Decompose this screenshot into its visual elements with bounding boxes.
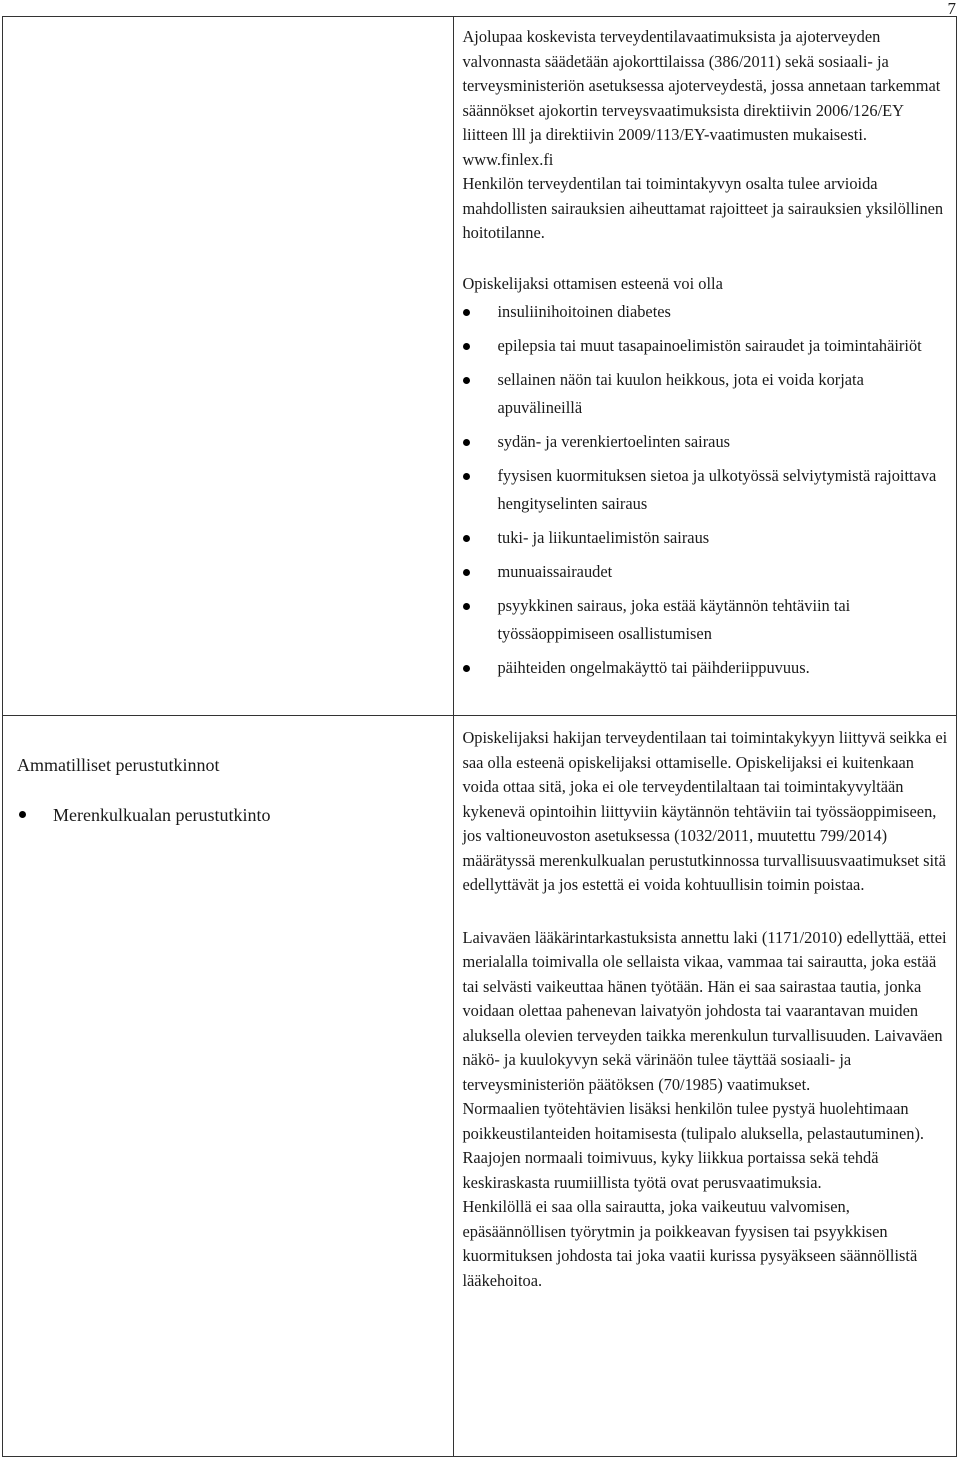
list-item: Merenkulkualan perustutkinto — [17, 804, 453, 826]
right-cell-general — [454, 17, 957, 716]
list-item: sellainen näön tai kuulon heikkous, jota ei voida korjata apuvälineillä — [462, 366, 948, 422]
illness-paragraph: Henkilöllä ei saa olla sairautta, joka vaikeutuu valvomisen, epäsäännöllisen työrytmin ja poikkeavan fyysisen tai psyykkisen kuormituksen johdosta tai joka vaatii kurissa pysyäkseen säännöllistä lääkehoitoa. — [462, 1197, 918, 1290]
bullet-icon — [463, 439, 470, 446]
bullet-icon — [463, 569, 470, 576]
list-item: päihteiden ongelmakäyttö tai päihderiippuvuus. — [462, 654, 948, 682]
bullet-icon — [463, 665, 470, 672]
bullet-icon — [463, 473, 470, 480]
obstacles-list — [462, 298, 948, 682]
list-item: epilepsia tai muut tasapainoelimistön sairaudet ja toimintahäiriöt — [462, 332, 948, 360]
table-row-maritime — [3, 716, 957, 1457]
bullet-icon — [463, 603, 470, 610]
list-item: psyykkinen sairaus, joka estää käytännön tehtäviin tai työssäoppimiseen osallistumisen — [462, 592, 948, 648]
left-cell-degree — [3, 716, 454, 1457]
duties-paragraph: Normaalien työtehtävien lisäksi henkilön tulee pystyä huolehtimaan poikkeustilanteiden hoitamisesta (tulipalo aluksella, pelastautuminen). Raajojen normaali toimivuus, kyky liikkua portaissa sekä tehdä keskiraskasta ruumiillista työtä ovat perusvaatimuksia. — [462, 1099, 925, 1192]
list-item: munuaissairaudet — [462, 558, 948, 586]
bullet-icon — [463, 377, 470, 384]
table-row-general — [3, 17, 957, 716]
medical-exam-paragraph: Laivaväen lääkärintarkastuksista annettu laki (1171/2010) edellyttää, ettei merialalla toimivalla ole sellaista vikaa, vammaa tai sairautta, joka estää tai selvästi vaikeuttaa hänen työtään. Hän ei saa sairastaa tautia, jonka voidaan olettaa pahenevan laivatyön johdosta tai vaarantavan muiden aluksella olevien terveyden taikka merenkulun turvallisuuden. Laivaväen näkö- ja kuulokyvyn sekä värinäön tulee täyttää sosiaali- ja terveysministeriön päätöksen (70/1985) vaatimukset. — [462, 927, 947, 1094]
list-item: sydän- ja verenkiertoelinten sairaus — [462, 428, 948, 456]
left-cell-empty — [3, 17, 454, 716]
requirements-table — [2, 16, 957, 1457]
degree-list — [17, 804, 453, 826]
driving-license-paragraph: Ajolupaa koskevista terveydentilavaatimuksista ja ajoterveyden valvonnasta säädetään ajokorttilaissa (386/2011) sekä sosiaali- ja terveysministeriön asetuksessa ajoterveydestä, jossa annetaan tarkemmat säännökset ajokortin terveysvaatimuksista direktiivin 2006/126/EY liitteen lll ja direktiivin 2009/113/EY-vaatimusten mukaisesti. www.finlex.fi — [462, 27, 941, 169]
admission-paragraph: Opiskelijaksi hakijan terveydentilaan tai toimintakykyyn liittyvä seikka ei saa olla esteenä opiskelijaksi ottamiselle. Opiskelijaksi ei kuitenkaan voida ottaa sitä, joka ei ole terveydentilaltaan tai toimintakyvyltään kykenevä opintoihin liittyviin käytännön tehtäviin tai työssäoppimiseen, jos valtioneuvoston asetuksessa (1032/2011, muutettu 799/2014) määrätyssä merenkulkualan perustutkinnossa turvallisuusvaatimukset sitä edellyttävät ja jos estettä ei voida kohtuullisin toimin poistaa. — [462, 728, 948, 894]
obstacles-intro: Opiskelijaksi ottamisen esteenä voi olla — [462, 273, 723, 293]
section-heading: Ammatilliset perustutkinnot — [17, 755, 220, 775]
assessment-paragraph: Henkilön terveydentilan tai toimintakyvyn osalta tulee arvioida mahdollisten sairauksien aiheuttamat rajoitteet ja sairauksien yksilöllinen hoitotilanne. — [462, 174, 944, 242]
list-item: fyysisen kuormituksen sietoa ja ulkotyössä selviytymistä rajoittava hengityselinten sairaus — [462, 462, 948, 518]
bullet-icon — [19, 811, 26, 818]
bullet-icon — [463, 309, 470, 316]
list-item: insuliinihoitoinen diabetes — [462, 298, 948, 326]
page-number: 7 — [947, 0, 956, 18]
right-cell-maritime — [454, 716, 957, 1457]
list-item: tuki- ja liikuntaelimistön sairaus — [462, 524, 948, 552]
bullet-icon — [463, 535, 470, 542]
bullet-icon — [463, 343, 470, 350]
